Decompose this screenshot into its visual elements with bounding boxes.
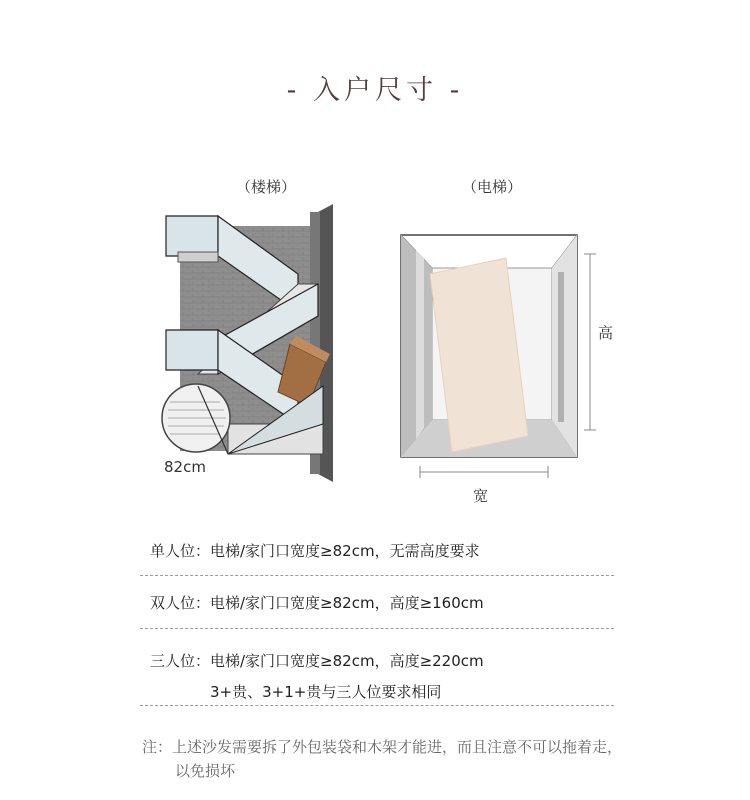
height-label: 高 [598, 324, 614, 342]
extra-seat-requirement: 3+贵、3+1+贵与三人位要求相同 [210, 683, 442, 701]
width-label: 宽 [473, 487, 489, 505]
divider [140, 575, 614, 576]
elevator-illustration [398, 232, 618, 502]
divider [140, 628, 614, 629]
elevator-label: （电梯） [462, 178, 523, 196]
page-title: - 入户尺寸 - [286, 75, 464, 106]
stairs-label: （楼梯） [236, 178, 297, 196]
stairs-illustration [158, 204, 338, 486]
triple-seat-requirement: 三人位：电梯/家门口宽度≥82cm，高度≥220cm [150, 652, 484, 670]
double-seat-requirement: 双人位：电梯/家门口宽度≥82cm，高度≥160cm [150, 594, 484, 612]
single-seat-requirement: 单人位：电梯/家门口宽度≥82cm，无需高度要求 [150, 542, 480, 560]
note-line-1: 注：上述沙发需要拆了外包装袋和木架才能进，而且注意不可以拖着走， [142, 738, 623, 756]
stairs-width-label: 82cm [164, 458, 206, 476]
divider [140, 705, 614, 706]
note-line-2: 以免损坏 [175, 762, 236, 780]
